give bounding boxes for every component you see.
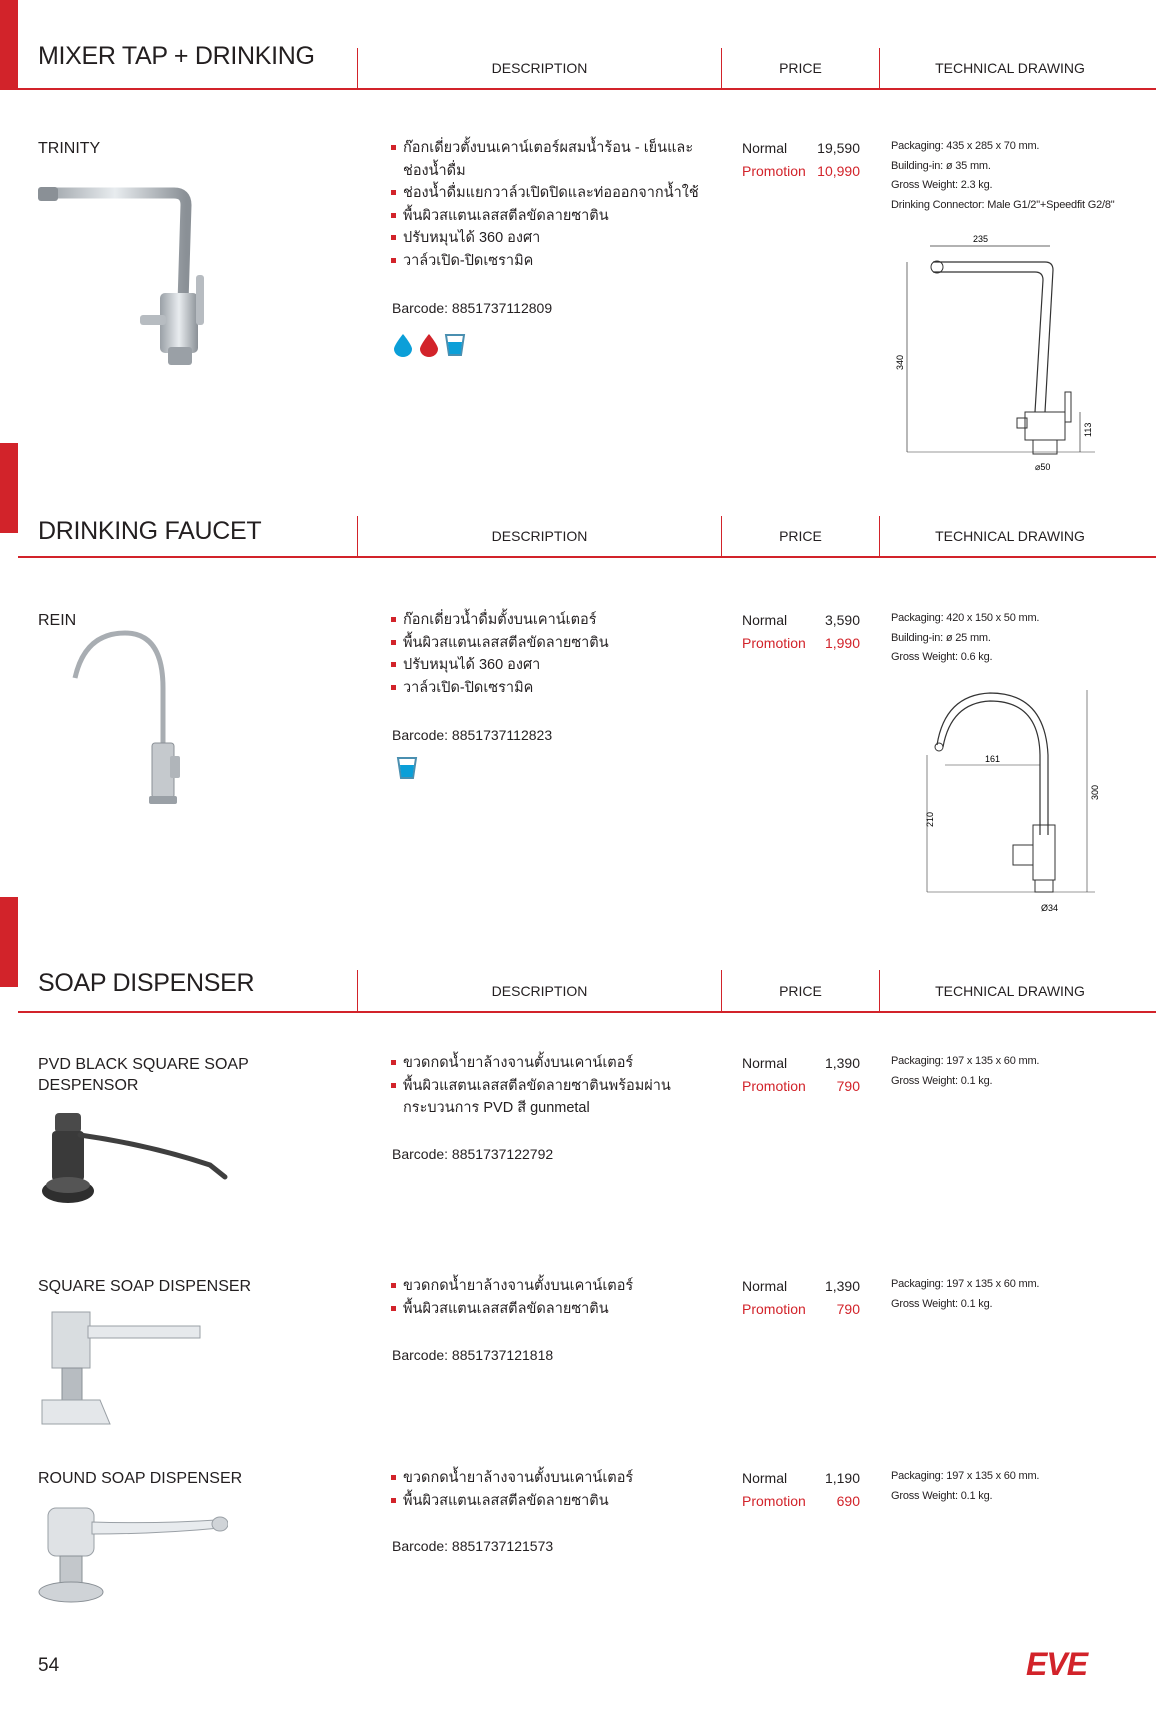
spec-line: Drinking Connector: Male G1/2"+Speedfit G2/8" [891, 198, 1115, 211]
normal-label: Normal [742, 1470, 788, 1486]
header-technical-drawing: TECHNICAL DRAWING [935, 60, 1085, 76]
header-rule [18, 88, 1156, 90]
product-description-pvd-black [391, 1052, 671, 1120]
spec-line: Gross Weight: 0.1 kg. [891, 1489, 993, 1502]
section-accent-bar [0, 0, 18, 90]
product-photo-trinity [36, 175, 226, 375]
spec-block-trinity [891, 137, 1115, 215]
price-block-rein [742, 609, 860, 654]
hot-water-drop-icon [418, 333, 440, 357]
product-description-rein [391, 609, 609, 699]
normal-price: 19,590 [817, 140, 860, 156]
header-description: DESCRIPTION [491, 983, 588, 999]
product-name-square: SQUARE SOAP DISPENSER [38, 1278, 252, 1295]
promotion-price: 10,990 [817, 162, 860, 179]
description-line: กระบวนการ PVD สี gunmetal [403, 1100, 590, 1116]
spec-line: Packaging: 197 x 135 x 60 mm. [891, 1278, 1040, 1290]
description-line: ก๊อกเดี่ยวน้ำดื่มตั้งบนเคาน์เตอร์ [391, 609, 609, 632]
dim-diameter: Ø34 [1041, 903, 1059, 913]
header-price: PRICE [779, 983, 822, 999]
spec-line: Packaging: 435 x 285 x 70 mm. [891, 140, 1040, 152]
description-line: ช่องน้ำดื่ม [403, 162, 466, 179]
spec-line: Gross Weight: 0.6 kg. [891, 651, 993, 663]
section-title-drinking: DRINKING FAUCET [38, 517, 262, 545]
section-accent-bar [0, 443, 18, 533]
barcode-pvd-black: Barcode: 8851737122792 [392, 1146, 554, 1162]
header-price: PRICE [779, 528, 822, 544]
header-technical-drawing: TECHNICAL DRAWING [935, 983, 1085, 999]
barcode-rein: Barcode: 8851737112823 [392, 727, 553, 743]
normal-label: Normal [742, 1278, 788, 1294]
product-name-round: ROUND SOAP DISPENSER [38, 1470, 243, 1487]
promotion-price: 690 [836, 1492, 860, 1509]
product-photo-pvd-black [40, 1105, 230, 1220]
description-line: ปรับหมุนได้ 360 องศา [391, 654, 609, 677]
spec-block-square [891, 1275, 1039, 1314]
barcode-round: Barcode: 8851737121573 [392, 1538, 554, 1554]
spec-line: Gross Weight: 0.1 kg. [891, 1074, 993, 1087]
header-rule [18, 1011, 1156, 1013]
description-line: พื้นผิวสแตนเลสสตีลขัดลายซาติน [391, 1298, 633, 1321]
product-name-pvd-black: PVD BLACK SQUARE SOAP DESPENSOR [38, 1056, 249, 1094]
feature-icons-trinity [392, 333, 466, 357]
section-title-mixer: MIXER TAP + DRINKING [38, 42, 315, 70]
promotion-label: Promotion [742, 1300, 806, 1317]
price-block-round [742, 1467, 860, 1512]
product-description-trinity [391, 137, 699, 272]
promotion-label: Promotion [742, 1492, 806, 1509]
normal-price: 3,590 [824, 612, 860, 628]
dim-total-height: 300 [1090, 784, 1100, 800]
description-line: ปรับหมุนได้ 360 องศา [391, 227, 699, 250]
price-block-trinity [742, 137, 860, 182]
normal-label: Normal [742, 1055, 788, 1071]
spec-line: Packaging: 420 x 150 x 50 mm. [891, 612, 1040, 624]
price-block-square [742, 1275, 860, 1320]
product-name-rein: REIN [38, 612, 77, 629]
normal-label: Normal [742, 140, 788, 156]
header-price: PRICE [779, 60, 822, 76]
product-photo-square [40, 1308, 210, 1433]
description-line: พื้นผิวสแตนเลสสตีลขัดลายซาติน [391, 632, 609, 655]
dim-base: 113 [1083, 422, 1093, 437]
description-line: ก๊อกเดี่ยวตั้งบนเคาน์เตอร์ผสมน้ำร้อน - เย็นและ [391, 137, 699, 160]
normal-label: Normal [742, 612, 788, 628]
spec-line: Gross Weight: 2.3 kg. [891, 179, 993, 191]
technical-drawing-rein [915, 685, 1105, 925]
product-description-round [391, 1467, 633, 1512]
brand-logo-text: EVE [1026, 1646, 1088, 1681]
header-technical-drawing: TECHNICAL DRAWING [935, 528, 1085, 544]
promotion-label: Promotion [742, 1077, 806, 1094]
promotion-price: 790 [836, 1300, 860, 1317]
dim-height: 210 [925, 811, 935, 827]
spec-line: Gross Weight: 0.1 kg. [891, 1297, 993, 1310]
drinking-glass-icon [396, 756, 418, 780]
spec-line: Building-in: ø 25 mm. [891, 631, 991, 644]
product-name-trinity: TRINITY [38, 140, 101, 157]
promotion-label: Promotion [742, 634, 806, 651]
barcode-trinity: Barcode: 8851737112809 [392, 300, 553, 316]
spec-line: Building-in: ø 35 mm. [891, 159, 991, 172]
header-description: DESCRIPTION [491, 60, 588, 76]
dim-width: 161 [985, 754, 1001, 764]
normal-price: 1,390 [824, 1278, 860, 1294]
section-accent-bar [0, 897, 18, 987]
barcode-square: Barcode: 8851737121818 [392, 1347, 554, 1363]
description-line: พื้นผิวแสตนเลสสตีลขัดลายซาตินพร้อมผ่าน [391, 1075, 671, 1098]
promotion-price: 790 [836, 1077, 860, 1094]
header-description: DESCRIPTION [491, 528, 588, 544]
product-description-square [391, 1275, 633, 1320]
spec-line: Packaging: 197 x 135 x 60 mm. [891, 1470, 1040, 1482]
product-photo-round [38, 1502, 228, 1617]
promotion-label: Promotion [742, 162, 806, 179]
description-line: วาล์วเปิด-ปิดเซรามิค [391, 250, 699, 273]
feature-icons-rein [396, 756, 418, 780]
dim-height: 340 [895, 354, 905, 370]
cold-water-drop-icon [392, 333, 414, 357]
description-line: ช่องน้ำดื่มแยกวาล์วเปิดปิดและท่อออกจากน้ำใช้ [391, 182, 699, 205]
product-photo-rein [65, 628, 215, 813]
description-line: ขวดกดน้ำยาล้างจานตั้งบนเคาน์เตอร์ [391, 1275, 633, 1298]
description-line: ขวดกดน้ำยาล้างจานตั้งบนเคาน์เตอร์ [391, 1467, 633, 1490]
spec-block-round [891, 1467, 1039, 1506]
page-number: 54 [38, 1655, 60, 1676]
technical-drawing-trinity [895, 232, 1110, 482]
dim-diameter: ⌀50 [1035, 462, 1051, 472]
promotion-price: 1,990 [824, 634, 860, 651]
dim-width: 235 [973, 234, 989, 244]
spec-block-pvd-black [891, 1052, 1039, 1091]
drinking-glass-icon [444, 333, 466, 357]
description-line: วาล์วเปิด-ปิดเซรามิค [391, 677, 609, 700]
description-line: พื้นผิวสแตนเลสสตีลขัดลายซาติน [391, 1490, 633, 1513]
header-rule [18, 556, 1156, 558]
spec-block-rein [891, 609, 1039, 668]
normal-price: 1,390 [824, 1055, 860, 1071]
section-title-soap: SOAP DISPENSER [38, 969, 255, 997]
description-line: ขวดกดน้ำยาล้างจานตั้งบนเคาน์เตอร์ [391, 1052, 671, 1075]
brand-logo [1022, 1645, 1110, 1686]
price-block-pvd-black [742, 1052, 860, 1097]
spec-line: Packaging: 197 x 135 x 60 mm. [891, 1055, 1040, 1067]
normal-price: 1,190 [824, 1470, 860, 1486]
description-line: พื้นผิวสแตนเลสสตีลขัดลายซาติน [391, 205, 699, 228]
